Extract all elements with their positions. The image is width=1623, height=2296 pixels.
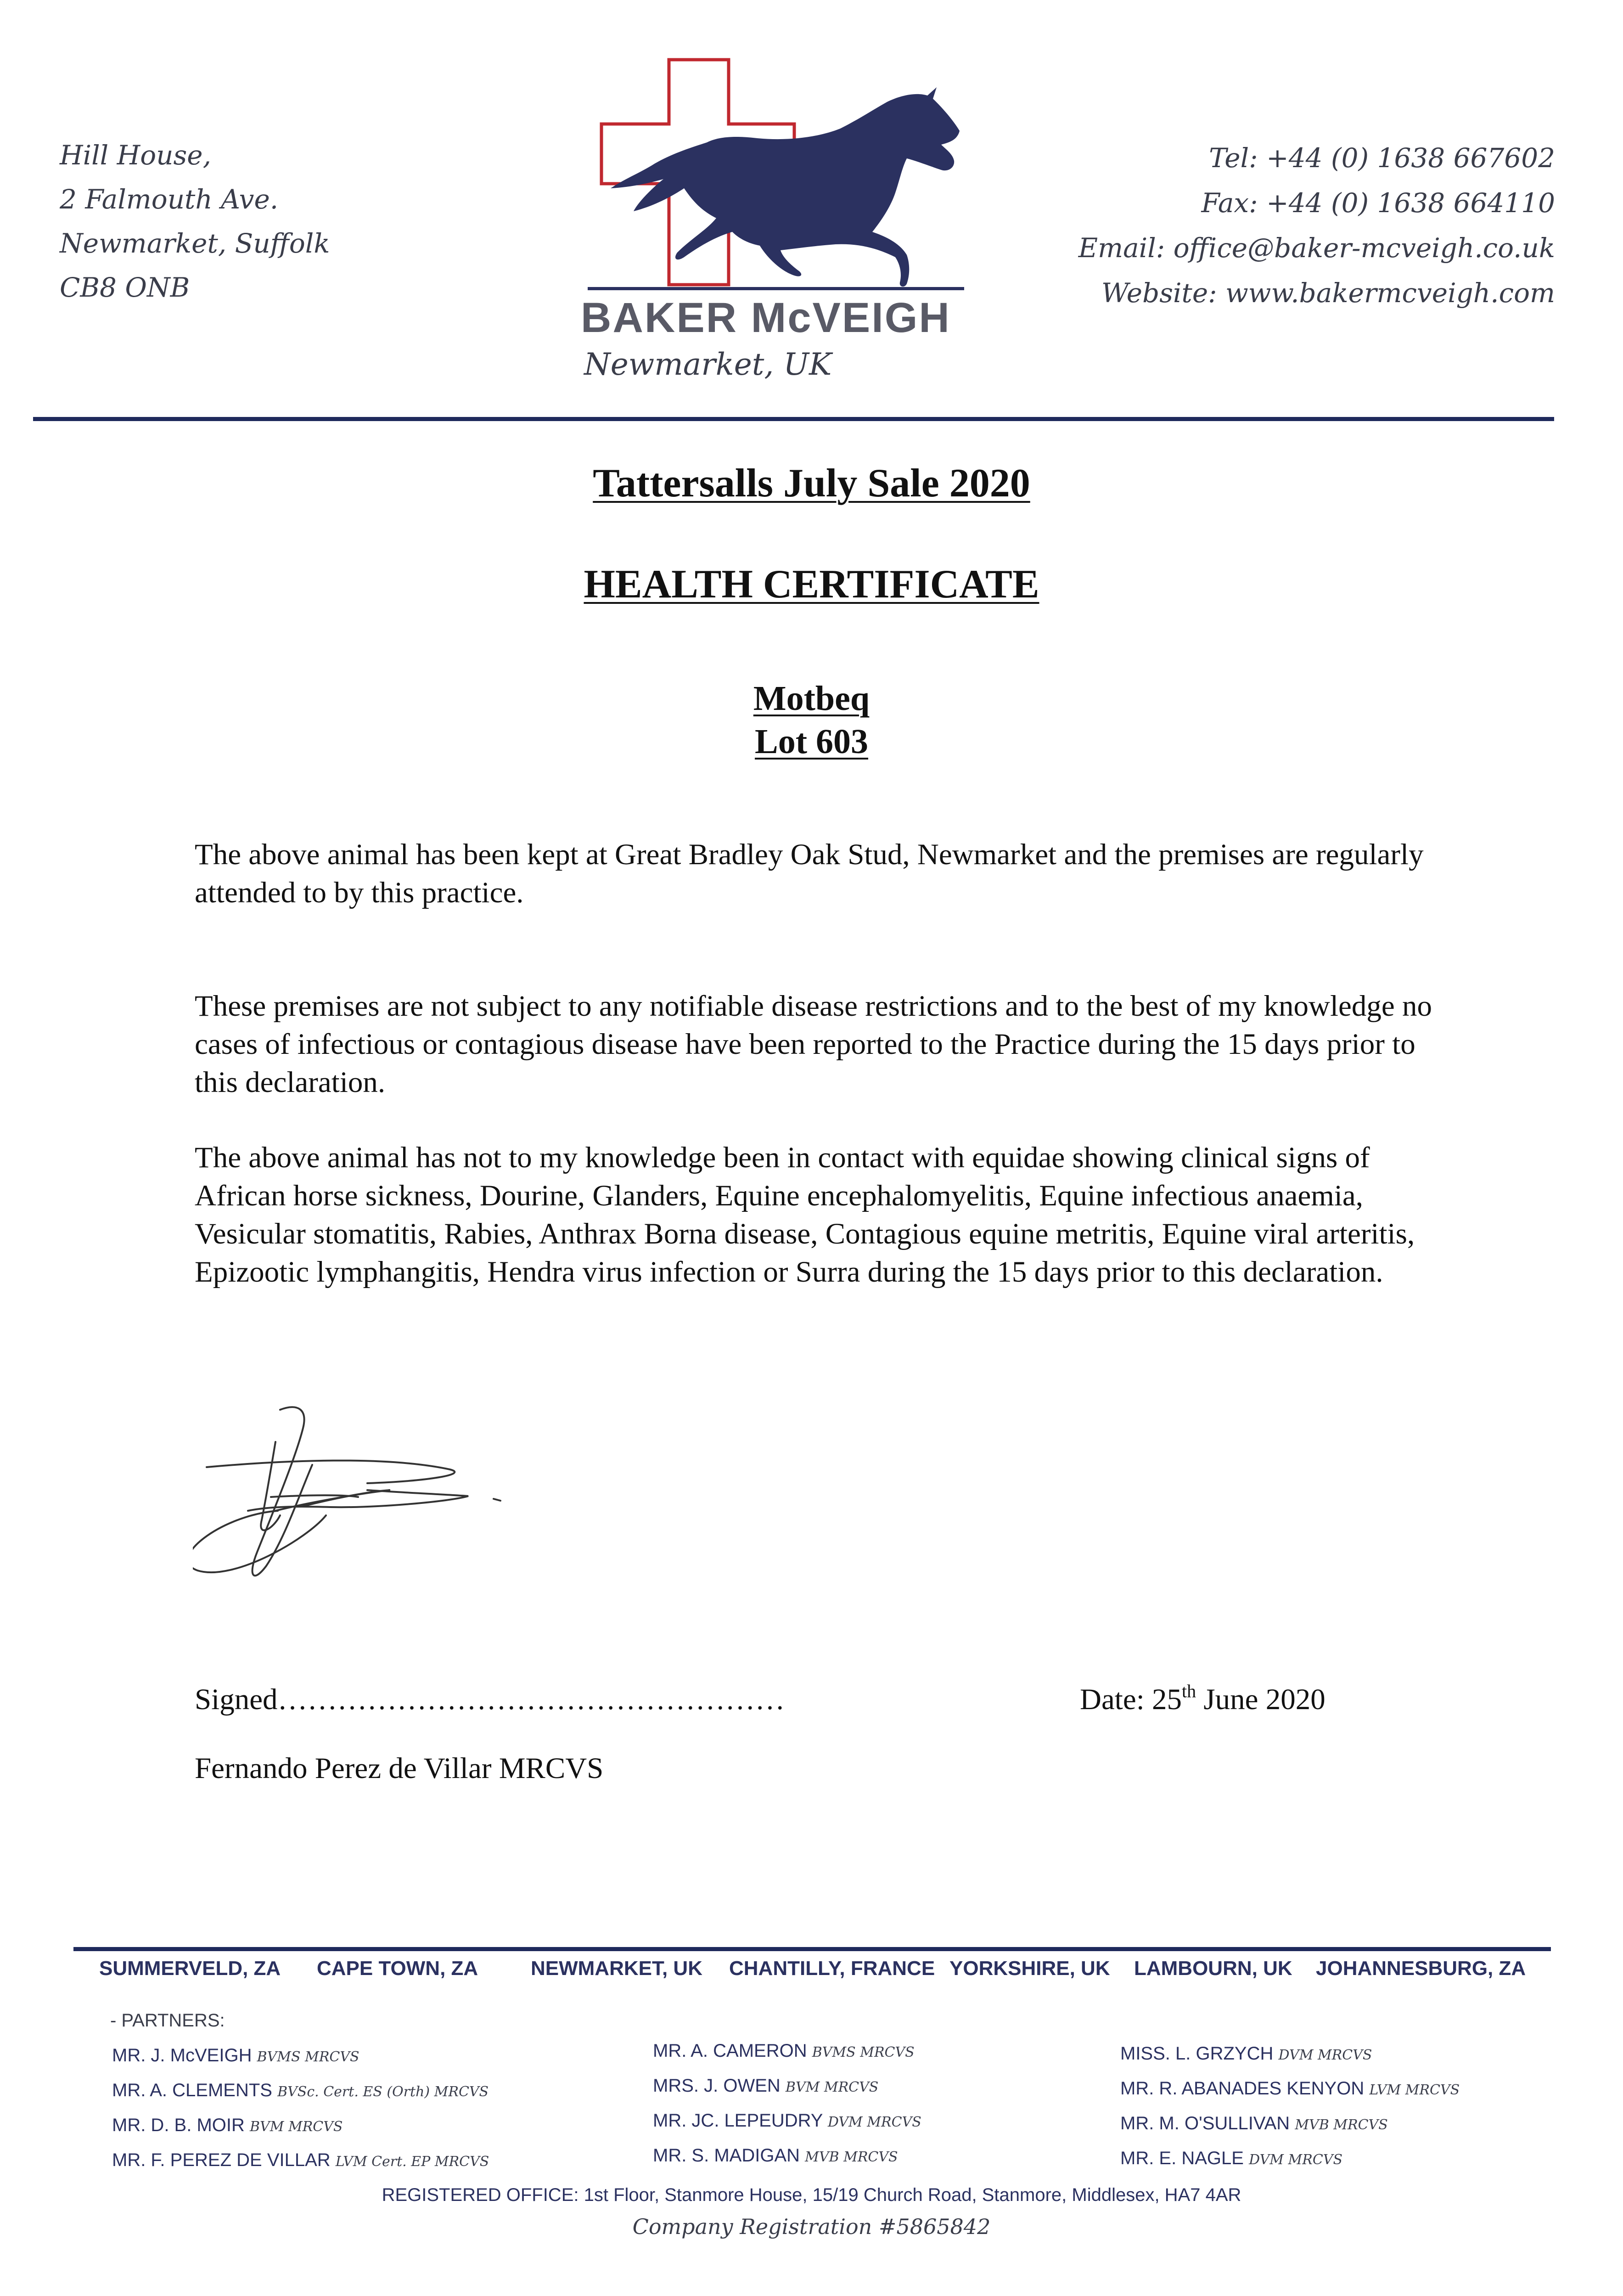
partner-name: MR. JC. LEPEUDRY (653, 2110, 823, 2131)
signer-name: Fernando Perez de Villar MRCVS (195, 1752, 604, 1785)
partners-heading: - PARTNERS: (110, 2010, 225, 2031)
address-line: CB8 ONB (60, 272, 190, 303)
restrictions-paragraph: These premises are not subject to any notifiable disease restrictions and to the best of my knowledge no cases of infectious or contagious disease have been reported to the Practice during the 15 days prior to this declaration. (195, 990, 1432, 1099)
partner-qualification: BVM MRCVS (785, 2079, 879, 2095)
partner-name: MR. F. PEREZ DE VILLAR (112, 2150, 331, 2170)
office-location: CHANTILLY, FRANCE (729, 1957, 935, 1980)
partner-entry (653, 2104, 921, 2139)
partner-qualification: BVMS MRCVS (257, 2049, 359, 2065)
partner-name: MR. A. CLEMENTS (112, 2080, 272, 2100)
lot-number: Lot 603 (755, 722, 868, 761)
office-location: JOHANNESBURG, ZA (1316, 1957, 1526, 1980)
address-line: Hill House, (60, 140, 212, 171)
partners-column (112, 2039, 489, 2178)
partners-column (653, 2034, 921, 2174)
horse-name: Motbeq (753, 679, 870, 718)
office-location: NEWMARKET, UK (531, 1957, 702, 1980)
partner-entry (1120, 2072, 1460, 2107)
certificate-heading: HEALTH CERTIFICATE (584, 562, 1039, 607)
partner-qualification: BVM MRCVS (250, 2119, 343, 2135)
partner-qualification: BVSc. Cert. ES (Orth) MRCVS (277, 2084, 489, 2100)
partner-entry (653, 2139, 921, 2174)
partner-qualification: MVB MRCVS (1295, 2117, 1388, 2133)
office-locations (99, 1957, 1526, 1989)
email-address: Email: office@baker-mcveigh.co.uk (1078, 232, 1555, 264)
partner-qualification: LVM Cert. EP MRCVS (335, 2154, 489, 2170)
declaration-date (1080, 1681, 1325, 1719)
website-address: Website: www.bakermcveigh.com (1101, 277, 1555, 309)
partner-entry (112, 2074, 489, 2109)
date-prefix: Date: 25 (1080, 1683, 1182, 1716)
partner-name: MR. D. B. MOIR (112, 2115, 245, 2135)
date-rest: June 2020 (1196, 1683, 1325, 1716)
contact-paragraph: The above animal has not to my knowledge been in contact with equidae showing clinical signs of African horse sickness, Dourine, Glanders, Equine encephalomyelitis, Equine infectious anaemia, Vesicular stomatitis, Rabies, Anthrax Borna disease, Contagious equine metritis, Equine viral arteritis, Epizootic lymphangitis, Hendra virus infection or Surra during the 15 days prior to this declaration. (195, 1141, 1415, 1289)
partner-entry (1120, 2142, 1460, 2177)
phone-number: Tel: +44 (0) 1638 667602 (1209, 142, 1555, 174)
fax-number: Fax: +44 (0) 1638 664110 (1201, 187, 1555, 219)
company-registration: Company Registration #5865842 (632, 2214, 991, 2239)
address-line: Newmarket, Suffolk (60, 228, 330, 259)
handwritten-signature (193, 1401, 675, 1639)
practice-contact (1078, 135, 1555, 315)
partner-entry (653, 2069, 921, 2104)
office-location: YORKSHIRE, UK (949, 1957, 1110, 1980)
partner-qualification: MVB MRCVS (805, 2149, 898, 2165)
partner-qualification: DVM MRCVS (1249, 2152, 1342, 2168)
partner-name: MR. R. ABANADES KENYON (1120, 2078, 1365, 2099)
office-location: LAMBOURN, UK (1134, 1957, 1292, 1980)
brand-name: BAKER McVEIGH (581, 294, 951, 341)
partner-name: MR. J. McVEIGH (112, 2045, 252, 2065)
partner-name: MR. S. MADIGAN (653, 2145, 800, 2166)
partner-name: MR. E. NAGLE (1120, 2148, 1244, 2168)
partner-qualification: LVM MRCVS (1369, 2082, 1460, 2098)
partner-entry (112, 2109, 489, 2144)
partner-qualification: DVM MRCVS (1278, 2047, 1372, 2063)
brand-location: Newmarket, UK (584, 347, 832, 382)
registered-office: REGISTERED OFFICE: 1st Floor, Stanmore House, 15/19 Church Road, Stanmore, Middlesex, HA7 4AR (382, 2185, 1241, 2205)
partner-entry (112, 2039, 489, 2074)
address-line: 2 Falmouth Ave. (60, 184, 279, 215)
date-ordinal: th (1182, 1681, 1196, 1701)
practice-address (60, 133, 330, 310)
header-divider (33, 417, 1554, 421)
partner-entry (1120, 2037, 1460, 2072)
partner-name: MR. M. O'SULLIVAN (1120, 2113, 1290, 2133)
partner-name: MR. A. CAMERON (653, 2041, 807, 2061)
partner-qualification: DVM MRCVS (827, 2114, 921, 2130)
footer-divider (73, 1947, 1551, 1951)
premises-paragraph: The above animal has been kept at Great Bradley Oak Stud, Newmarket and the premises are regularly attended to by this practice. (195, 838, 1424, 909)
office-location: SUMMERVELD, ZA (99, 1957, 281, 1980)
partner-name: MRS. J. OWEN (653, 2076, 781, 2096)
partner-entry (112, 2144, 489, 2178)
partner-entry (653, 2034, 921, 2069)
sale-title: Tattersalls July Sale 2020 (593, 461, 1030, 506)
partner-qualification: BVMS MRCVS (812, 2044, 915, 2060)
partner-entry (1120, 2107, 1460, 2142)
signed-label: Signed…………………………………………… (195, 1683, 785, 1716)
partners-column (1120, 2037, 1460, 2177)
partner-name: MISS. L. GRZYCH (1120, 2043, 1274, 2064)
office-location: CAPE TOWN, ZA (317, 1957, 478, 1980)
